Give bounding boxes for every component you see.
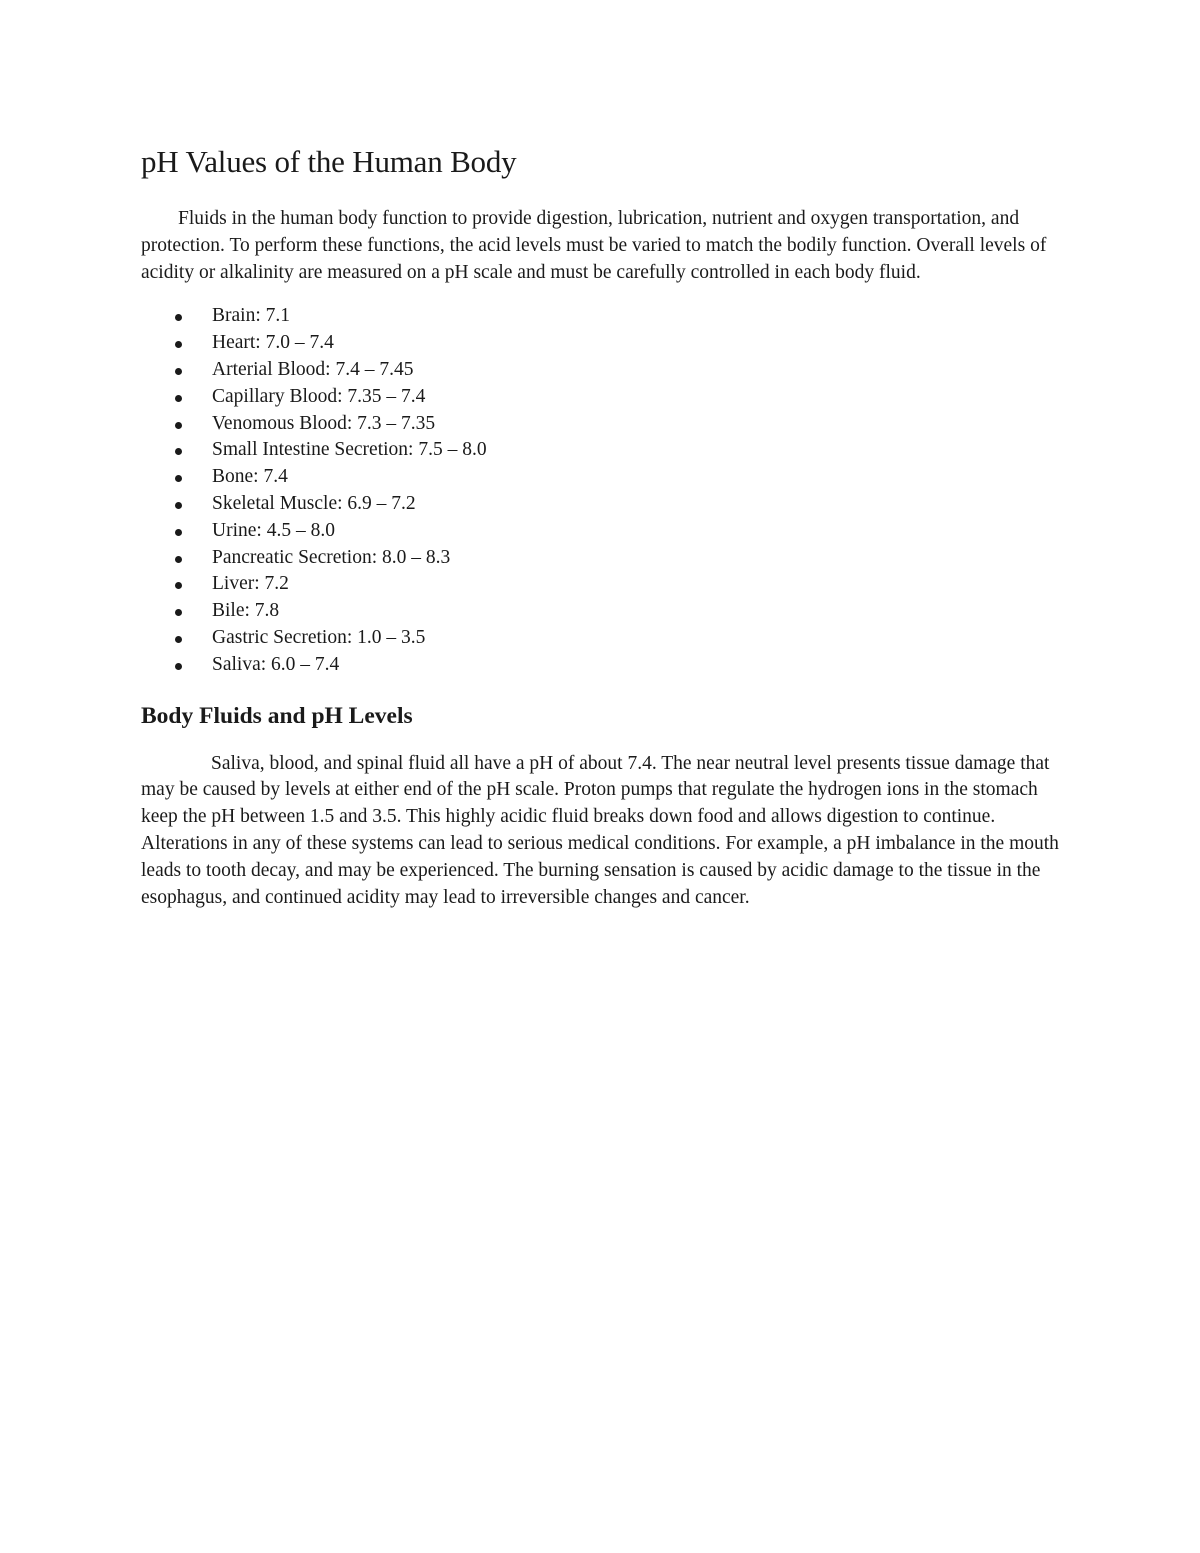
- list-item-text: Heart: 7.0 – 7.4: [212, 332, 334, 354]
- body-paragraph: Saliva, blood, and spinal fluid all have a pH of about 7.4. The near neutral level presents tissue damage that may be caused by levels at either end of the pH scale. Proton pumps that regulate the hydrogen ions in the stomach keep the pH between 1.5 and 3.5. This highly acidic fluid breaks down food and allows digestion to continue. Alterations in any of these systems can lead to serious medical conditions. For example, a pH imbalance in the mouth leads to tooth decay, and may be experienced. The burning sensation is caused by acidic damage to the tissue in the esophagus, and continued acidity may lead to irreversible changes and cancer.: [141, 752, 1059, 908]
- bullet-icon: [175, 395, 182, 402]
- bullet-icon: [175, 663, 182, 670]
- bullet-icon: [175, 448, 182, 455]
- bullet-icon: [175, 556, 182, 563]
- bullet-icon: [175, 314, 182, 321]
- list-item: [141, 571, 1061, 598]
- list-item: [141, 625, 1061, 652]
- bullet-icon: [175, 502, 182, 509]
- list-item: [141, 652, 1061, 679]
- list-item: [141, 518, 1061, 545]
- list-item-text: Small Intestine Secretion: 7.5 – 8.0: [212, 439, 487, 461]
- list-item: [141, 303, 1061, 330]
- list-item: [141, 545, 1061, 572]
- ph-values-list: [141, 303, 1061, 678]
- list-item: [141, 598, 1061, 625]
- bullet-icon: [175, 609, 182, 616]
- bullet-icon: [175, 582, 182, 589]
- list-item-text: Urine: 4.5 – 8.0: [212, 519, 335, 541]
- bullet-icon: [175, 368, 182, 375]
- intro-paragraph: Fluids in the human body function to provide digestion, lubrication, nutrient and oxygen transportation, and protection. To perform these functions, the acid levels must be varied to match the bodily function. Overall levels of acidity or alkalinity are measured on a pH scale and must be carefully controlled in each body fluid.: [141, 208, 1047, 283]
- list-item: [141, 464, 1061, 491]
- list-item: [141, 491, 1061, 518]
- list-item-text: Arterial Blood: 7.4 – 7.45: [212, 358, 414, 380]
- document-page: [141, 140, 1061, 911]
- list-item-text: Brain: 7.1: [212, 305, 290, 327]
- list-item-text: Gastric Secretion: 1.0 – 3.5: [212, 626, 426, 648]
- list-item: [141, 330, 1061, 357]
- list-item-text: Liver: 7.2: [212, 573, 289, 595]
- list-item-text: Bone: 7.4: [212, 466, 288, 488]
- list-item-text: Pancreatic Secretion: 8.0 – 8.3: [212, 546, 451, 568]
- list-item-text: Venomous Blood: 7.3 – 7.35: [212, 412, 436, 434]
- section-heading: Body Fluids and pH Levels: [141, 702, 413, 729]
- bullet-icon: [175, 529, 182, 536]
- bullet-icon: [175, 422, 182, 429]
- list-item: [141, 357, 1061, 384]
- list-item-text: Capillary Blood: 7.35 – 7.4: [212, 385, 426, 407]
- list-item: [141, 437, 1061, 464]
- list-item-text: Bile: 7.8: [212, 600, 280, 622]
- bullet-icon: [175, 636, 182, 643]
- bullet-icon: [175, 341, 182, 348]
- document-title: pH Values of the Human Body: [141, 144, 517, 179]
- bullet-icon: [175, 475, 182, 482]
- list-item: [141, 411, 1061, 438]
- list-item-text: Saliva: 6.0 – 7.4: [212, 653, 340, 675]
- list-item-text: Skeletal Muscle: 6.9 – 7.2: [212, 492, 416, 514]
- list-item: [141, 384, 1061, 411]
